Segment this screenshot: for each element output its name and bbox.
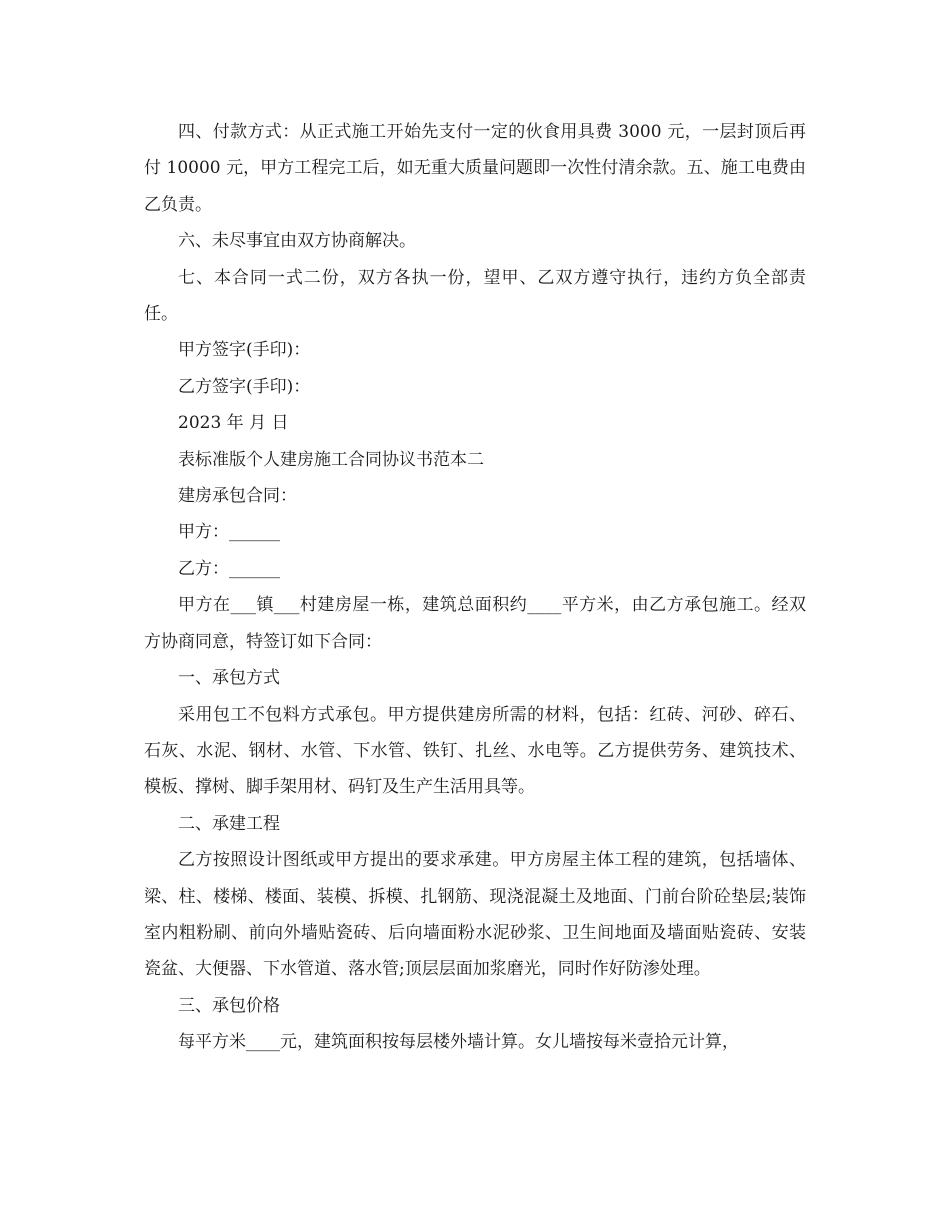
party-b-field: 乙方：______ xyxy=(178,558,280,579)
party-a-signature: 甲方签字(手印)： xyxy=(178,340,311,361)
construction-scope-text: 乙方按照设计图纸或甲方提出的要求承建。甲方房屋主体工程的建筑，包括墙体、梁、柱、楼梯、楼面、装模、拆模、扎钢筋、现浇混凝土及地面、门前台阶砼垫层;装饰室内粗粉刷、前向外墙贴瓷砖、后向墙面粉水泥砂浆、卫生间地面及墙面贴瓷砖、安装瓷盆、大便器、下水管道、落水管;顶层层面加浆磨光，同时作好防渗处理。 xyxy=(144,850,806,980)
contract-title: 建房承包合同： xyxy=(178,486,297,507)
heading-construction-scope: 二、承建工程 xyxy=(178,813,280,834)
clause-7-copies: 七、本合同一式二份，双方各执一份，望甲、乙双方遵守执行，违约方负全部责任。 xyxy=(144,267,806,325)
heading-contract-price: 三、承包价格 xyxy=(178,995,280,1016)
clause-4-payment: 四、付款方式：从正式施工开始先支付一定的伙食用具费 3000 元，一层封顶后再付 10000 元，甲方工程完工后，如无重大质量问题即一次性付清余款。五、施工电费由乙负责。 xyxy=(144,122,806,215)
heading-contract-method: 一、承包方式 xyxy=(178,668,280,689)
contract-method-text: 采用包工不包料方式承包。甲方提供建房所需的材料，包括：红砖、河砂、碎石、石灰、水泥、钢材、水管、下水管、铁钉、扎丝、水电等。乙方提供劳务、建筑技术、模板、撑树、脚手架用材、码钉及生产生活用具等。 xyxy=(144,704,806,798)
date-line: 2023 年 月 日 xyxy=(178,413,289,434)
section-title: 表标准版个人建房施工合同协议书范本二 xyxy=(178,449,484,470)
contract-preamble: 甲方在___镇___村建房屋一栋，建筑总面积约____平方米，由乙方承包施工。经双方协商同意，特签订如下合同： xyxy=(144,595,806,652)
document-page xyxy=(144,114,806,1061)
contract-price-text: 每平方米____元，建筑面积按每层楼外墙计算。女儿墙按每米壹拾元计算， xyxy=(178,1032,739,1053)
party-b-signature: 乙方签字(手印)： xyxy=(178,376,311,397)
clause-6-unresolved-matters: 六、未尽事宜由双方协商解决。 xyxy=(178,231,416,252)
party-a-field: 甲方：______ xyxy=(178,522,280,543)
